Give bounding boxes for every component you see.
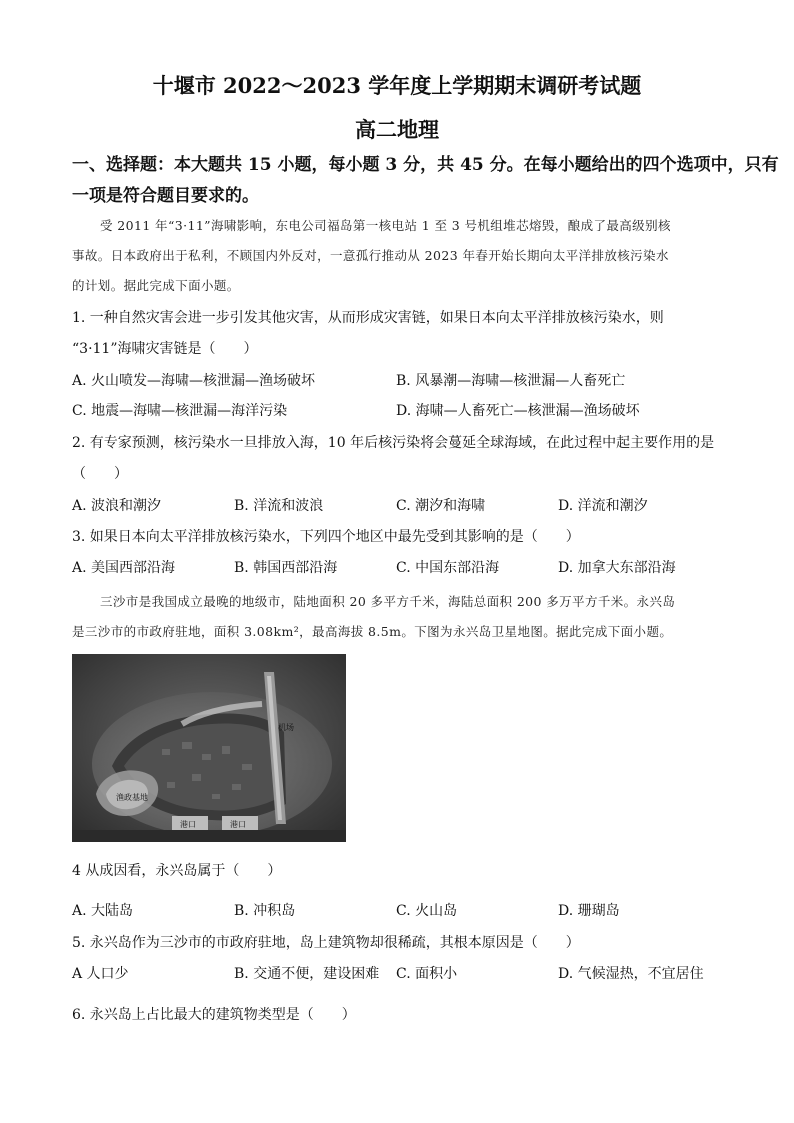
label-port-1: 港口: [180, 820, 196, 829]
passage2-line2: 是三沙市的市政府驻地，面积 3.08km²，最高海拔 8.5m。下图为永兴岛卫星地图。据此完成下面小题。: [72, 624, 673, 639]
page-subject: 高二地理: [355, 117, 439, 142]
q5-option-b: B. 交通不便，建设困难: [234, 966, 380, 982]
q6-stem-line1: 6. 永兴岛上占比最大的建筑物类型是（ ）: [72, 1007, 356, 1023]
q5-stem-line1: 5. 永兴岛作为三沙市的市政府驻地，岛上建筑物却很稀疏，其根本原因是（ ）: [72, 935, 580, 951]
label-port-2: 港口: [230, 820, 246, 829]
q3-option-a: A. 美国西部沿海: [72, 560, 176, 576]
q1-option-c: C. 地震—海啸—核泄漏—海洋污染: [72, 403, 288, 419]
q1-option-b: B. 风暴潮—海啸—核泄漏—人畜死亡: [396, 373, 626, 389]
q5-option-d: D. 气候湿热，不宜居住: [558, 966, 704, 982]
q2-stem-line1: 2. 有专家预测，核污染水一旦排放入海，10 年后核污染将会蔓延全球海域，在此过程中起主要作用的是: [72, 435, 715, 451]
q3-option-b: B. 韩国西部沿海: [234, 560, 338, 576]
passage1-line3: 的计划。据此完成下面小题。: [72, 278, 240, 293]
q2-stem-line2: （ ）: [72, 466, 128, 482]
q2-option-b: B. 洋流和波浪: [234, 498, 324, 514]
section-heading-line1: 一、选择题：本大题共 15 小题，每小题 3 分，共 45 分。在每小题给出的四个选项中，只有: [72, 155, 779, 175]
passage1-line1: 受 2011 年“3·11”海啸影响，东电公司福岛第一核电站 1 至 3 号机组堆芯熔毁，酿成了最高级别核: [100, 218, 671, 233]
q4-option-b: B. 冲积岛: [234, 903, 296, 919]
q5-option-c: C. 面积小: [396, 966, 458, 982]
q2-option-d: D. 洋流和潮汐: [558, 498, 648, 514]
q1-option-d: D. 海啸—人畜死亡—核泄漏—渔场破坏: [396, 403, 640, 419]
section-heading-line2: 一项是符合题目要求的。: [72, 186, 259, 206]
q3-option-d: D. 加拿大东部沿海: [558, 560, 676, 576]
q2-option-c: C. 潮汐和海啸: [396, 498, 486, 514]
passage2-line1: 三沙市是我国成立最晚的地级市，陆地面积 20 多平方千米，海陆总面积 200 多万平方千米。永兴岛: [100, 594, 676, 609]
q3-stem-line1: 3. 如果日本向太平洋排放核污染水，下列四个地区中最先受到其影响的是（ ）: [72, 529, 580, 545]
label-airport: 机场: [278, 723, 294, 732]
q4-option-c: C. 火山岛: [396, 903, 458, 919]
q4-stem-line1: 4 从成因看，永兴岛属于（ ）: [72, 863, 282, 879]
q1-stem-line1: 1. 一种自然灾害会进一步引发其他灾害，从而形成灾害链，如果日本向太平洋排放核污染水，则: [72, 310, 664, 326]
yongxing-island-satellite-image: [72, 654, 346, 842]
q1-option-a: A. 火山喷发—海啸—核泄漏—渔场破坏: [72, 373, 316, 389]
q5-option-a: A 人口少: [72, 966, 129, 982]
label-fishing-base: 渔政基地: [116, 793, 148, 802]
passage1-line2: 事故。日本政府出于私利，不顾国内外反对，一意孤行推动从 2023 年春开始长期向太平洋排放核污染水: [72, 248, 669, 263]
page-title: 十堰市 2022～2023 学年度上学期期末调研考试题: [152, 73, 642, 98]
q4-option-a: A. 大陆岛: [72, 903, 134, 919]
q4-option-d: D. 珊瑚岛: [558, 903, 620, 919]
q3-option-c: C. 中国东部沿海: [396, 560, 500, 576]
q2-option-a: A. 波浪和潮汐: [72, 498, 162, 514]
q1-stem-line2: “3·11”海啸灾害链是（ ）: [72, 341, 258, 357]
